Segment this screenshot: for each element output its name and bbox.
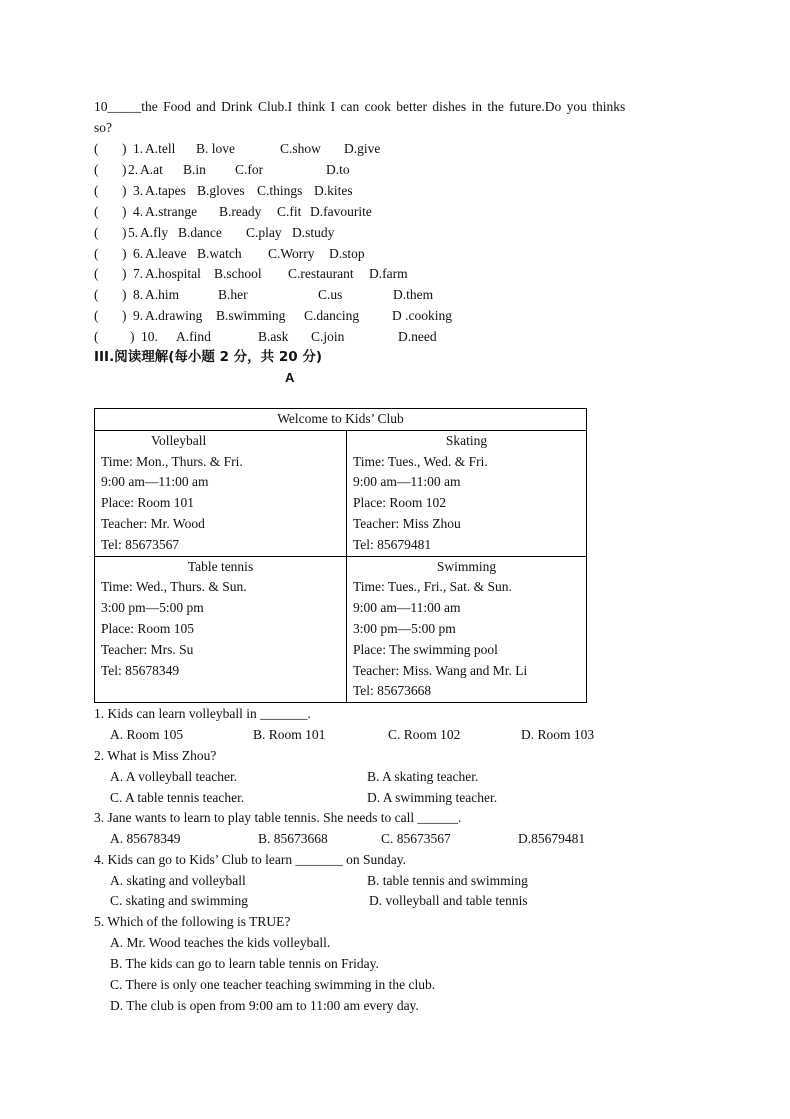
option-d: D. Room 103 <box>521 727 595 742</box>
answer-paren-close: ) <box>122 141 127 156</box>
cell-line: Time: Tues., Fri., Sat. & Sun. <box>353 579 512 595</box>
answer-paren-close: ) <box>122 266 127 281</box>
option-b: B. The kids can go to learn table tennis on Friday. <box>110 956 379 971</box>
option-c: C.restaurant <box>288 266 354 281</box>
option-a: A. skating and volleyball <box>110 873 246 888</box>
option-b: B.ready <box>219 204 262 219</box>
cell-line: Tel: 85679481 <box>353 536 432 552</box>
q10-line-2: so? <box>94 120 112 135</box>
question-number: 5. <box>128 225 139 240</box>
option-d: D.give <box>344 141 381 156</box>
answer-paren-open: ( <box>94 183 99 198</box>
question-stem: 2. What is Miss Zhou? <box>94 748 217 763</box>
question-number: 8. <box>133 287 144 302</box>
option-d: D.study <box>292 225 335 240</box>
option-a: A. Mr. Wood teaches the kids volleyball. <box>110 935 331 950</box>
cell-line: Tel: 85678349 <box>101 662 180 678</box>
option-b: B.dance <box>178 225 222 240</box>
answer-paren-close: ) <box>122 162 127 177</box>
question-number: 9. <box>133 308 144 323</box>
option-d: D.85679481 <box>518 831 586 846</box>
answer-paren-open: ( <box>94 329 99 344</box>
cell-line: 9:00 am—11:00 am <box>101 474 209 490</box>
option-c: C.fit <box>277 204 302 219</box>
option-d: D.stop <box>329 246 365 261</box>
cell-line: Place: Room 105 <box>101 620 194 636</box>
option-a: A. Room 105 <box>110 727 184 742</box>
question-number: 7. <box>133 266 144 281</box>
option-c: C. Room 102 <box>388 727 461 742</box>
answer-paren-close: ) <box>122 308 127 323</box>
answer-paren-open: ( <box>94 225 99 240</box>
q10-line-1: 10_____the Food and Drink Club.I think I can cook better dishes in the future.Do you thinks <box>94 99 626 114</box>
option-b: B.gloves <box>197 183 245 198</box>
option-b: B.her <box>218 287 248 302</box>
option-a: A.tapes <box>145 183 186 198</box>
answer-paren-close: ) <box>122 246 127 261</box>
cell-line: 3:00 pm—5:00 pm <box>353 620 456 636</box>
cell-line: 9:00 am—11:00 am <box>353 474 461 490</box>
option-b: B.school <box>214 266 262 281</box>
option-a: A.find <box>176 329 211 344</box>
question-number: 10. <box>141 329 158 344</box>
option-a: A.strange <box>145 204 198 219</box>
question-number: 1. <box>133 141 144 156</box>
option-b: B.swimming <box>216 308 286 323</box>
table-tennis-cell <box>95 556 347 703</box>
option-b: B. table tennis and swimming <box>367 873 528 888</box>
cell-line: Place: The swimming pool <box>353 641 498 657</box>
cell-line: Place: Room 101 <box>101 495 194 511</box>
answer-paren-open: ( <box>94 266 99 281</box>
option-d: D. A swimming teacher. <box>367 790 498 805</box>
question-stem: 3. Jane wants to learn to play table tennis. She needs to call ______. <box>94 810 462 825</box>
option-a: A. 85678349 <box>110 831 181 846</box>
option-d: D.farm <box>369 266 408 281</box>
option-d: D.kites <box>314 183 353 198</box>
table-title: Welcome to Kids’ Club <box>95 409 587 431</box>
answer-paren-open: ( <box>94 287 99 302</box>
cell-line: 9:00 am—11:00 am <box>353 600 461 616</box>
option-d: D .cooking <box>392 308 452 323</box>
option-d: D.favourite <box>310 204 372 219</box>
cell-line: Teacher: Miss. Wang and Mr. Li <box>353 662 528 678</box>
cell-heading: Volleyball <box>151 432 207 448</box>
question-number: 2. <box>128 162 139 177</box>
option-a: A.him <box>145 287 180 302</box>
answer-paren-close: ) <box>122 287 127 302</box>
option-c: C.dancing <box>304 308 360 323</box>
answer-paren-open: ( <box>94 308 99 323</box>
kids-club-table <box>94 408 587 703</box>
cell-line: Tel: 85673668 <box>353 683 432 699</box>
option-b: B. A skating teacher. <box>367 769 479 784</box>
option-a: A.leave <box>145 246 187 261</box>
part-label: A <box>285 370 295 385</box>
option-b: B.in <box>183 162 206 177</box>
answer-paren-open: ( <box>94 246 99 261</box>
question-number: 3. <box>133 183 144 198</box>
option-a: A.fly <box>140 225 169 240</box>
option-c: C.things <box>257 183 303 198</box>
option-b: B. 85673668 <box>258 831 328 846</box>
question-stem: 5. Which of the following is TRUE? <box>94 914 291 929</box>
swimming-cell <box>347 556 587 703</box>
cell-heading: Table tennis <box>187 558 254 574</box>
option-c: C. There is only one teacher teaching swimming in the club. <box>110 977 436 992</box>
cell-line: 3:00 pm—5:00 pm <box>101 600 204 616</box>
cell-line: Teacher: Mr. Wood <box>101 515 205 531</box>
question-stem: 1. Kids can learn volleyball in _______. <box>94 706 311 721</box>
volleyball-cell <box>95 430 347 556</box>
cell-line: Teacher: Mrs. Su <box>101 641 194 657</box>
option-b: B. love <box>196 141 235 156</box>
answer-paren-open: ( <box>94 162 99 177</box>
option-c: C.show <box>280 141 321 156</box>
answer-paren-close: ) <box>122 204 127 219</box>
answer-paren-open: ( <box>94 141 99 156</box>
option-c: C. A table tennis teacher. <box>110 790 245 805</box>
option-b: B.ask <box>258 329 289 344</box>
option-a: A. A volleyball teacher. <box>110 769 238 784</box>
option-a: A.drawing <box>145 308 203 323</box>
option-d: D.need <box>398 329 437 344</box>
option-d: D. volleyball and table tennis <box>369 893 528 908</box>
cell-line: Time: Wed., Thurs. & Sun. <box>101 579 247 595</box>
cell-heading: Skating <box>445 432 488 448</box>
option-c: C.us <box>318 287 343 302</box>
question-stem: 4. Kids can go to Kids’ Club to learn _______ on Sunday. <box>94 852 406 867</box>
option-c: C. skating and swimming <box>110 893 248 908</box>
question-number: 6. <box>133 246 144 261</box>
question-number: 4. <box>133 204 144 219</box>
cell-heading: Swimming <box>436 558 497 574</box>
skating-cell <box>347 430 587 556</box>
cell-line: Time: Tues., Wed. & Fri. <box>353 453 488 469</box>
option-a: A.at <box>140 162 163 177</box>
section-heading: III.阅读理解(每小题 2 分，共 20 分) <box>94 349 323 365</box>
cell-line: Place: Room 102 <box>353 495 446 511</box>
option-c: C.Worry <box>268 246 315 261</box>
cell-line: Tel: 85673567 <box>101 536 180 552</box>
cell-line: Teacher: Miss Zhou <box>353 515 461 531</box>
option-c: C. 85673567 <box>381 831 451 846</box>
answer-paren-close: ) <box>130 329 135 344</box>
option-c: C.for <box>235 162 264 177</box>
option-a: A.hospital <box>145 266 201 281</box>
answer-paren-close: ) <box>122 225 127 240</box>
answer-paren-close: ) <box>122 183 127 198</box>
answer-paren-open: ( <box>94 204 99 219</box>
option-d: D.to <box>326 162 350 177</box>
option-d: D.them <box>393 287 434 302</box>
option-b: B.watch <box>197 246 242 261</box>
option-d: D. The club is open from 9:00 am to 11:00 am every day. <box>110 998 419 1013</box>
option-c: C.join <box>311 329 345 344</box>
option-b: B. Room 101 <box>253 727 326 742</box>
cell-line: Time: Mon., Thurs. & Fri. <box>101 453 243 469</box>
option-a: A.tell <box>145 141 176 156</box>
option-c: C.play <box>246 225 282 240</box>
